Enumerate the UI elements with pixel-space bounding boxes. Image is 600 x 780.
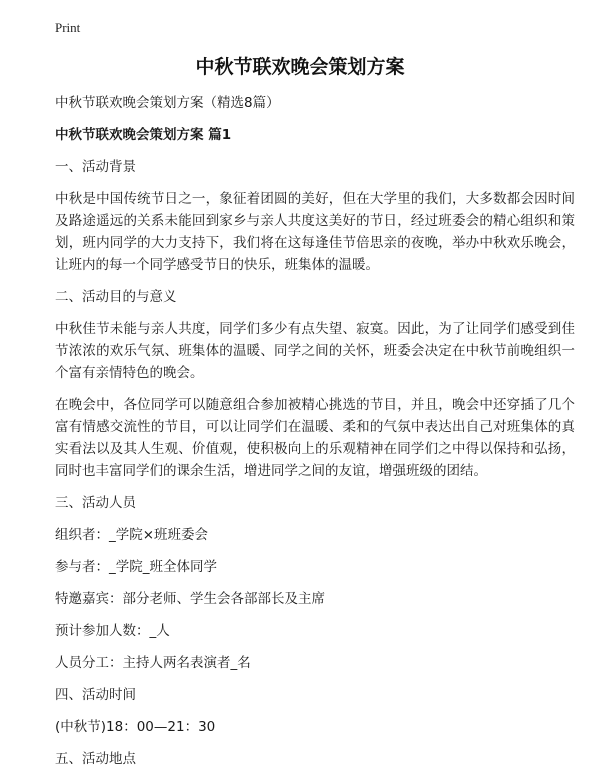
division-line: 人员分工：主持人两名表演者_名 bbox=[55, 655, 251, 671]
participants-line: 参与者：_学院_班全体同学 bbox=[55, 559, 217, 575]
paragraph-background: 中秋是中国传统节日之一，象征着团圆的美好，但在大学里的我们，大多数都会因时间及路途遥远的关系未能回到家乡与亲人共度这美好的节日，经过班委会的精心组织和策划，班内同学的大力支持下，我们将在这每逢佳节倍思亲的夜晚，举办中秋欢乐晚会，让班内的每一个同学感受节日的快乐，班集体的温暖。 bbox=[55, 191, 575, 273]
paragraph-purpose-1: 中秋佳节未能与亲人共度，同学们多少有点失望、寂寞。因此，为了让同学们感受到佳节浓浓的欢乐气氛、班集体的温暖、同学之间的关怀，班委会决定在中秋节前晚组织一个富有亲情特色的晚会。 bbox=[55, 321, 575, 381]
organizer-line: 组织者：_学院×班班委会 bbox=[55, 527, 209, 543]
time-line: (中秋节)18：00—21：30 bbox=[55, 719, 216, 735]
section-heading-time: 四、活动时间 bbox=[55, 687, 136, 703]
print-link[interactable]: Print bbox=[55, 20, 81, 35]
document-body bbox=[55, 92, 575, 780]
paragraph-purpose-2: 在晚会中，各位同学可以随意组合参加被精心挑选的节目，并且，晚会中还穿插了几个富有情感交流性的节目，可以让同学们在温暖、柔和的气氛中表达出自己对班集体的真实看法以及其人生观、价值观，使积极向上的乐观精神在同学们之中得以保持和弘扬，同时也丰富同学们的课余生活，增进同学之间的友谊，增强班级的团结。 bbox=[55, 397, 575, 479]
section-heading-background: 一、活动背景 bbox=[55, 159, 136, 175]
section-heading-purpose: 二、活动目的与意义 bbox=[55, 289, 177, 305]
document-subtitle: 中秋节联欢晚会策划方案（精选8篇） bbox=[55, 95, 280, 111]
section-heading-location: 五、活动地点 bbox=[55, 751, 136, 767]
guests-line: 特邀嘉宾：部分老师、学生会各部部长及主席 bbox=[55, 591, 325, 607]
page-title: 中秋节联欢晚会策划方案 bbox=[195, 56, 405, 78]
article-title: 中秋节联欢晚会策划方案 篇1 bbox=[55, 127, 232, 143]
section-heading-personnel: 三、活动人员 bbox=[55, 495, 136, 511]
expected-count-line: 预计参加人数：_人 bbox=[55, 623, 170, 639]
